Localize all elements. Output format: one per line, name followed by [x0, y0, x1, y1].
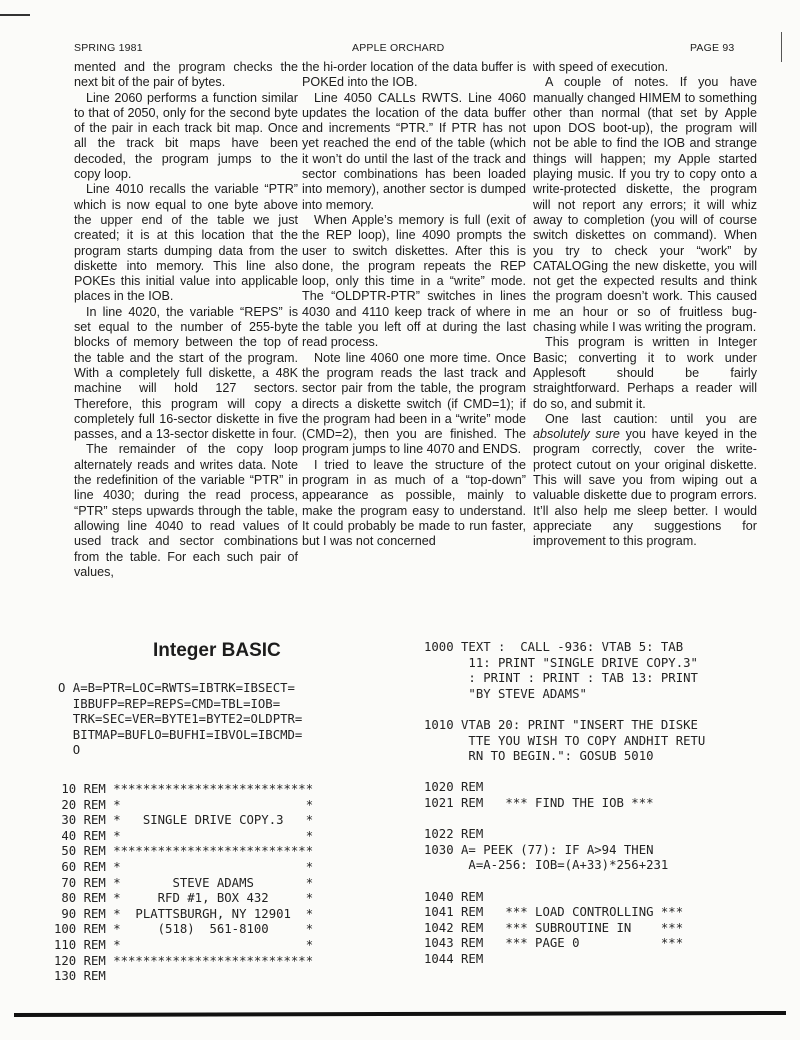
code-line: A=A-256: IOB=(A+33)*256+231	[424, 858, 669, 873]
article-column-2	[302, 60, 526, 550]
paragraph: Line 4050 CALLs RWTS. Line 4060 updates the location of the data buffer and increments “PTR.” If PTR has not yet reached the end of the table (which it won’t do until the last of the track and sector combinations has been loaded into memory), another sector is dumped into memory.	[302, 90, 526, 212]
paragraph: the hi-order location of the data buffer is POKEd into the IOB.	[302, 60, 526, 90]
code-line: "BY STEVE ADAMS"	[424, 686, 587, 701]
listing-title: Integer BASIC	[153, 640, 281, 661]
code-line: 80 REM * RFD #1, BOX 432 *	[54, 891, 314, 906]
code-line: 60 REM * *	[54, 859, 314, 874]
code-line: 110 REM * *	[54, 937, 314, 952]
code-line: TRK=SEC=VER=BYTE1=BYTE2=OLDPTR=	[58, 712, 303, 727]
paragraph: This program is written in Integer Basic; converting it to work under Applesoft should be fairly straightforward. Perhaps a reader will do so, and submit it.	[533, 335, 757, 411]
code-line: 70 REM * STEVE ADAMS *	[54, 875, 314, 890]
code-line: 120 REM ***************************	[54, 953, 314, 968]
scan-mark	[0, 14, 30, 16]
code-line: RN TO BEGIN.": GOSUB 5010	[424, 749, 654, 764]
article-column-1	[74, 60, 298, 580]
code-line: 130 REM	[54, 969, 106, 984]
code-line: 1042 REM *** SUBROUTINE IN ***	[424, 920, 684, 935]
code-line: 1022 REM	[424, 827, 484, 842]
variable-declaration	[58, 681, 302, 759]
listing-body-block	[424, 640, 705, 967]
code-line: 1020 REM	[424, 780, 484, 795]
paragraph: mented and the program checks the next bit of the pair of bytes.	[74, 60, 298, 90]
code-line: 1010 VTAB 20: PRINT "INSERT THE DISKE	[424, 717, 698, 732]
code-line: 1043 REM *** PAGE 0 ***	[424, 936, 684, 951]
code-line: 50 REM ***************************	[54, 844, 314, 859]
page-number: PAGE 93	[690, 42, 735, 54]
paragraph: with speed of execution.	[533, 60, 669, 74]
listing-header-block	[54, 782, 313, 985]
code-line: TTE YOU WISH TO COPY ANDHIT RETU	[424, 733, 706, 748]
paragraph: Line 4010 recalls the variable “PTR” which is now equal to one byte above the upper end of the table we just created; it is at this location that the program starts dumping data from the diskette into memory. This line also POKEs this initial value into applicable places in the IOB.	[74, 182, 298, 304]
code-line: 10 REM ***************************	[54, 782, 314, 796]
code-line: 1000 TEXT : CALL -936: VTAB 5: TAB	[424, 640, 684, 654]
code-line: IBBUFP=REP=REPS=CMD=TBL=IOB=	[58, 696, 281, 711]
code-line: : PRINT : PRINT : TAB 13: PRINT	[424, 671, 698, 686]
code-line: 1041 REM *** LOAD CONTROLLING ***	[424, 905, 684, 920]
page-edge-line	[781, 32, 782, 62]
code-line: 11: PRINT "SINGLE DRIVE COPY.3"	[424, 655, 698, 670]
paragraph: A couple of notes. If you have manually changed HIMEM to something other than normal (that set by Apple upon DOS boot-up), the program will not be able to find the IOB and strange things will happen; my Apple started playing music. If you try to copy onto a write-protected diskette, the program will not report any errors; it will whiz away to completion (you will of course switch diskettes on command). When you try to check your “work” by CATALOGing the new diskette, you will not get the expected results and think the program doesn’t work. This caused me an hour or so of fruitless bug-chasing while I was writing the program.	[533, 75, 757, 335]
text-run: One last caution: until you are	[545, 411, 757, 426]
paragraph: Note line 4060 one more time. Once the program reads the last track and sector pair from the table, the program directs a diskette switch (if CMD=1); if the program had been in a “write” mode (CMD=2), then you are finished. The program jumps to line 4070 and ENDS.	[302, 350, 526, 457]
code-line: 40 REM * *	[54, 828, 314, 843]
paragraph: In line 4020, the variable “REPS” is set equal to the number of 255-byte blocks of memory between the top of the table and the start of the program. With a completely full diskette, a 48K machine will hold 127 sectors. Therefore, this program will copy a completely full 16-sector diskette in five passes, and a 13-sector diskette in four.	[74, 304, 298, 442]
issue-date: SPRING 1981	[74, 42, 143, 54]
code-line: 20 REM * *	[54, 797, 314, 812]
code-line: 100 REM * (518) 561-8100 *	[54, 922, 314, 937]
magazine-title: APPLE ORCHARD	[352, 42, 445, 54]
code-line: 1044 REM	[424, 951, 484, 966]
code-line: 30 REM * SINGLE DRIVE COPY.3 *	[54, 813, 314, 828]
paragraph: When Apple’s memory is full (exit of the REP loop), line 4090 prompts the user to switch diskettes. After this is done, the program repeats the REP loop, only this time in a “write” mode. The “OLDPTR-PTR” switches in lines 4030 and 4110 keep track of where in the table you left off at during the last read process.	[302, 212, 526, 350]
code-line: 1021 REM *** FIND THE IOB ***	[424, 795, 654, 810]
code-line: O	[58, 743, 81, 758]
article-column-3	[533, 60, 757, 550]
code-line: 1040 REM	[424, 889, 484, 904]
code-line: 1030 A= PEEK (77): IF A>94 THEN	[424, 842, 654, 857]
text-run: you have keyed in the program correctly, cover the write-protect cutout on your original diskette. This will save you from wiping out a valuable diskette due to program errors. It’ll also help me sleep better. I would appreciate any suggestions for improvement to this program.	[533, 427, 757, 549]
paragraph: Line 2060 performs a function similar to that of 2050, only for the second byte of the pair in each track bit map. Once all the track bit maps have been decoded, the program jumps to the copy loop.	[74, 90, 298, 182]
code-line: 90 REM * PLATTSBURGH, NY 12901 *	[54, 906, 314, 921]
emphasis: absolutely sure	[533, 427, 620, 442]
bottom-rule	[14, 1011, 786, 1017]
code-line: O A=B=PTR=LOC=RWTS=IBTRK=IBSECT=	[58, 681, 295, 695]
paragraph: The remainder of the copy loop alternately reads and writes data. Note the redefinition of the variable “PTR” in line 4030; during the read process, “PTR” steps upwards through the table, allowing line 4040 to read values of used track and sector combinations from the table. For each such pair of values,	[74, 442, 298, 579]
paragraph: I tried to leave the structure of the program in as much of a “top-down” appearance as possible, mainly to make the program easy to understand. It could probably be made to run faster, but I was not concerned	[302, 457, 526, 549]
code-line: BITMAP=BUFLO=BUFHI=IBVOL=IBCMD=	[58, 727, 303, 742]
paragraph	[533, 412, 757, 550]
